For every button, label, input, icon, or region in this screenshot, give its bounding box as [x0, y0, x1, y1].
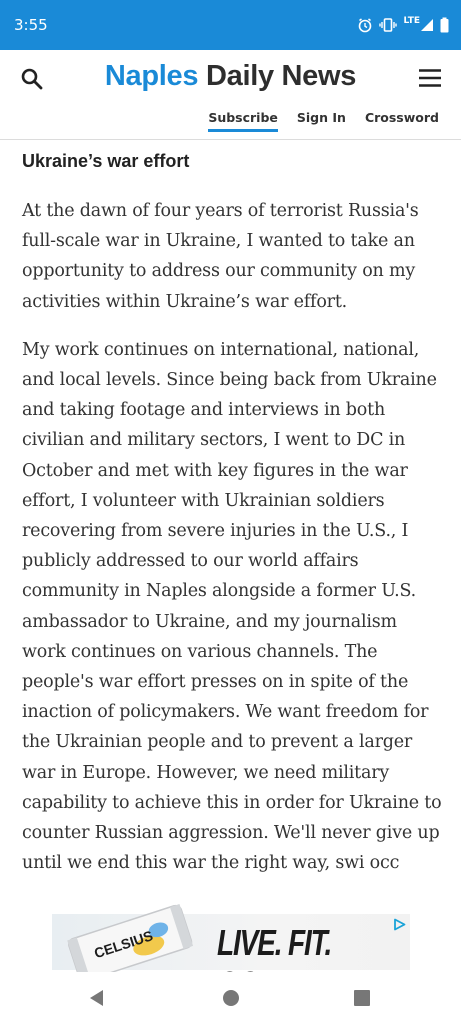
ad-can-brand: CELSIUS	[92, 927, 155, 962]
article-body	[22, 140, 442, 896]
site-logo[interactable]	[0, 60, 461, 93]
brand-naples: Naples	[104, 60, 199, 92]
crossword-link[interactable]: Crossword	[364, 110, 439, 125]
article-paragraph: At the dawn of four years of terrorist Russia's full-scale war in Ukraine, I wanted to take an opportunity to address our community on my activities within Ukraine’s war effort.	[22, 201, 419, 312]
article-paragraph: My work continues on international, national, and local levels. Since being back from Ukraine and taking footage and interviews in both civilian and military sectors, I went to DC in October and met with key figures in the war effort, I volunteer with Ukrainian soldiers recovering from severe injuries in the U.S., I publicly addressed to our world affairs community in Naples alongside a former U.S. ambassador to Ukraine, and my journalism work continues on various channels. The people's war effort presses on in spite of the inaction of policymakers. We want freedom for the Ukrainian people and to prevent a larger war in Europe. However, we need military capability to achieve this in order for Ukraine to counter Russian aggression. We'll never give up until we end this war the right way, swi occ	[22, 339, 442, 874]
battery-icon	[440, 17, 449, 33]
brand-daily-news: Daily News	[205, 60, 357, 92]
sign-in-link[interactable]: Sign In	[296, 110, 346, 125]
section-heading: Ukraine’s war effort	[22, 151, 190, 171]
lte-signal-icon	[403, 18, 434, 32]
adchoices-icon[interactable]	[393, 916, 406, 929]
status-icons	[357, 17, 449, 33]
back-icon[interactable]	[88, 989, 106, 1007]
home-icon[interactable]	[222, 989, 240, 1007]
status-bar	[0, 0, 461, 50]
network-label: LTE	[403, 16, 420, 26]
ad-banner[interactable]	[52, 914, 410, 970]
system-nav-bar	[0, 972, 461, 1024]
status-time: 3:55	[14, 16, 48, 34]
site-header	[0, 50, 461, 140]
ad-slogan: LIVE. FIT.	[217, 922, 332, 963]
recents-icon[interactable]	[353, 989, 371, 1007]
hamburger-menu-icon[interactable]	[419, 69, 441, 87]
subscribe-link[interactable]: Subscribe	[208, 110, 278, 132]
alarm-icon	[357, 17, 373, 33]
header-links	[208, 110, 439, 132]
vibrate-icon	[379, 17, 397, 33]
